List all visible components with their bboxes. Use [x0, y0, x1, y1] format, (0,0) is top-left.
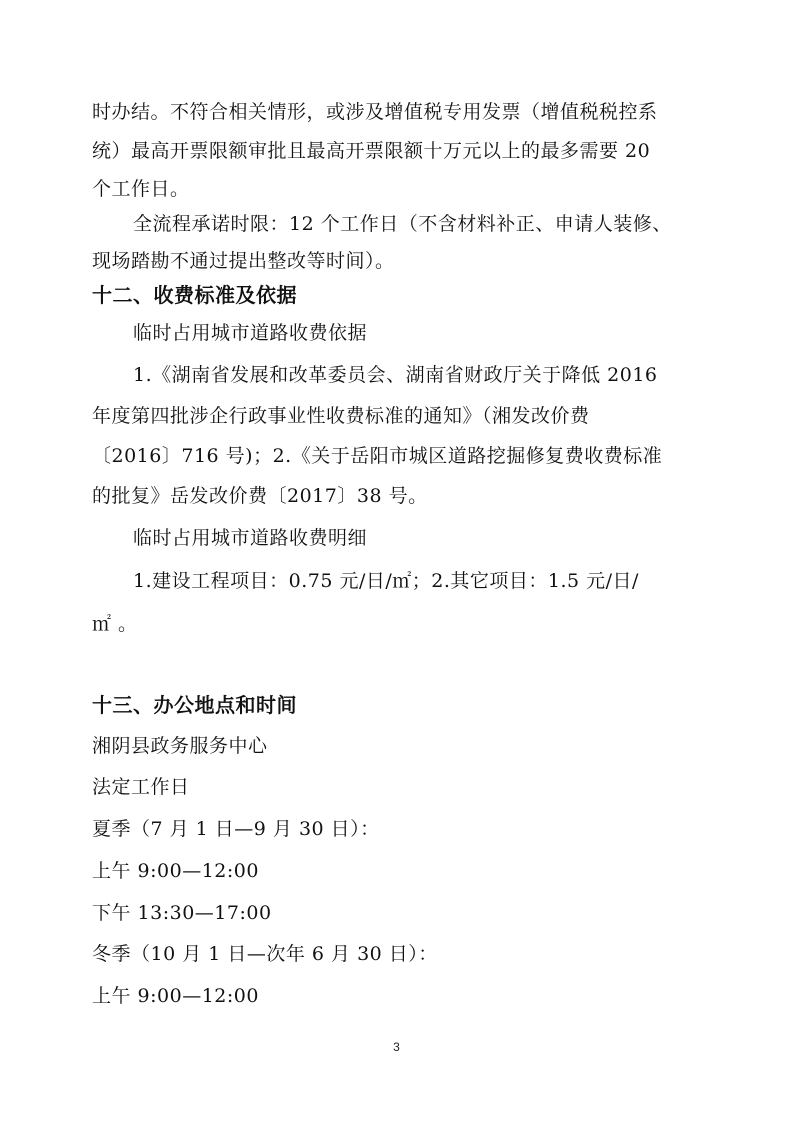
section-13-heading: 十三、办公地点和时间	[92, 693, 297, 717]
summer-morning: 上午 9:00—12:00	[92, 860, 259, 882]
fee-basis-line-1: 1.《湖南省发展和改革委员会、湖南省财政厅关于降低 2016	[133, 364, 658, 386]
office-location: 湘阴县政务服务中心	[92, 735, 268, 757]
summer-afternoon: 下午 13:30—17:00	[92, 902, 272, 924]
fee-basis-title: 临时占用城市道路收费依据	[133, 322, 368, 344]
fee-basis-line-4: 的批复》岳发改价费〔2017〕38 号。	[92, 485, 428, 507]
fee-detail-line-2: ㎡ 。	[92, 613, 138, 635]
fee-basis-line-2: 年度第四批涉企行政事业性收费标准的通知》（湘发改价费	[92, 405, 590, 427]
summer-season: 夏季（7 月 1 日—9 月 30 日）：	[92, 818, 380, 840]
fee-basis-line-3: 〔2016〕716 号)；2.《关于岳阳市城区道路挖掘修复费收费标准	[92, 445, 663, 467]
page-number: 3	[393, 1040, 400, 1054]
intro-line-1: 时办结。不符合相关情形，或涉及增值税专用发票（增值税税控系	[92, 101, 658, 123]
intro-line-2: 统）最高开票限额审批且最高开票限额十万元以上的最多需要 20	[92, 140, 651, 162]
promise-line-2: 现场踏勘不通过提出整改等时间）。	[92, 250, 395, 272]
fee-detail-title: 临时占用城市道路收费明细	[133, 527, 368, 549]
winter-morning: 上午 9:00—12:00	[92, 985, 259, 1007]
fee-detail-line-1: 1.建设工程项目：0.75 元/日/㎡；2.其它项目：1.5 元/日/	[133, 570, 639, 592]
winter-season: 冬季（10 月 1 日—次年 6 月 30 日）：	[92, 943, 438, 965]
promise-line-1: 全流程承诺时限：12 个工作日（不含材料补正、申请人装修、	[133, 213, 672, 235]
section-12-heading: 十二、收费标准及依据	[92, 283, 297, 307]
intro-line-3: 个工作日。	[92, 178, 190, 200]
legal-workday: 法定工作日	[92, 776, 190, 798]
